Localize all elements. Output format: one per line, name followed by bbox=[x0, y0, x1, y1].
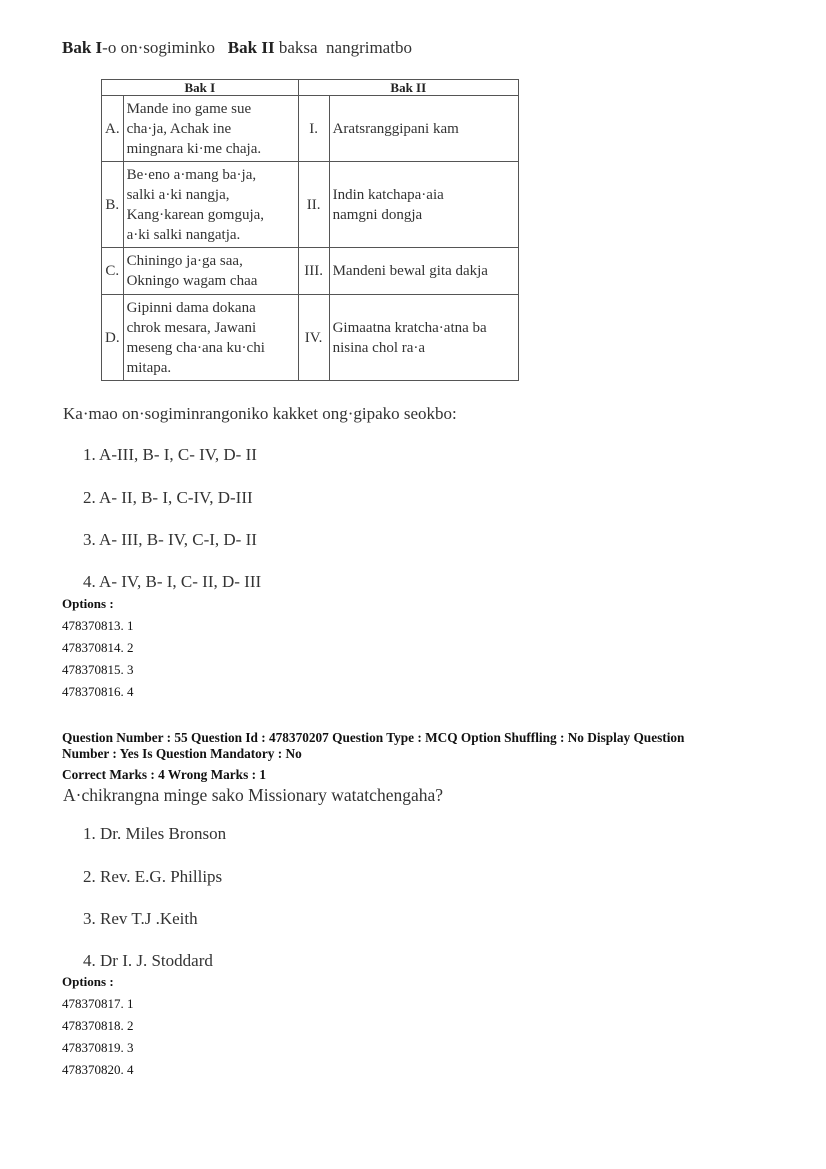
meta-line: Number : Yes Is Question Mandatory : No bbox=[62, 746, 302, 761]
question-text: A·chikrangna minge sako Missionary watatchengaha? bbox=[63, 785, 444, 805]
instruction-text-2: baksa nangrimatbo bbox=[274, 38, 412, 57]
question-meta bbox=[62, 730, 782, 762]
option-id: 478370817. 1 bbox=[62, 996, 134, 1011]
row-label: D. bbox=[102, 295, 124, 381]
option-id: 478370818. 2 bbox=[62, 1018, 134, 1033]
options-label: Options : bbox=[62, 596, 114, 611]
row-text: Chiningo ja·ga saa, Okningo wagam chaa bbox=[123, 248, 298, 295]
table-row bbox=[102, 248, 519, 295]
choice-item: 4. Dr I. J. Stoddard bbox=[83, 951, 213, 970]
options-block bbox=[62, 596, 134, 706]
choice-item: 3. A- III, B- IV, C-I, D- II bbox=[83, 530, 257, 549]
options-label: Options : bbox=[62, 974, 114, 989]
question-prompt: Ka·mao on·sogiminrangoniko kakket ong·gipako seokbo: bbox=[63, 404, 457, 423]
choice-item: 1. Dr. Miles Bronson bbox=[83, 824, 227, 843]
table-row bbox=[102, 162, 519, 248]
option-id: 478370816. 4 bbox=[62, 684, 134, 699]
row-text: Mande ino game sue cha·ja, Achak ine mingnara ki·me chaja. bbox=[123, 96, 298, 162]
row-roman: I. bbox=[298, 96, 329, 162]
choice-item: 1. A-III, B- I, C- IV, D- II bbox=[83, 445, 257, 464]
col1-header: Bak I bbox=[102, 80, 299, 96]
choice-item: 2. Rev. E.G. Phillips bbox=[83, 867, 223, 886]
row-match: Gimaatna kratcha·atna ba nisina chol ra·a bbox=[329, 295, 518, 381]
match-instruction bbox=[62, 38, 412, 58]
table-header-row bbox=[102, 80, 519, 96]
option-id: 478370819. 3 bbox=[62, 1040, 134, 1055]
choice-item: 2. A- II, B- I, C-IV, D-III bbox=[83, 488, 253, 507]
row-roman: II. bbox=[298, 162, 329, 248]
choice-item: 4. A- IV, B- I, C- II, D- III bbox=[83, 572, 262, 591]
row-text: Gipinni dama dokana chrok mesara, Jawani meseng cha·ana ku·chi mitapa. bbox=[123, 295, 298, 381]
choice-item: 3. Rev T.J .Keith bbox=[83, 909, 198, 928]
option-id: 478370820. 4 bbox=[62, 1062, 134, 1077]
row-label: C. bbox=[102, 248, 124, 295]
col2-header: Bak II bbox=[298, 80, 518, 96]
instruction-text-1: -o on·sogiminko bbox=[102, 38, 228, 57]
column-2-name: Bak II bbox=[227, 38, 275, 57]
row-match: Aratsranggipani kam bbox=[329, 96, 518, 162]
meta-line: Question Number : 55 Question Id : 478370207 Question Type : MCQ Option Shuffling : No Display Question bbox=[62, 730, 685, 745]
row-roman: IV. bbox=[298, 295, 329, 381]
marks-line: Correct Marks : 4 Wrong Marks : 1 bbox=[62, 767, 266, 782]
table-row bbox=[102, 295, 519, 381]
options-block bbox=[62, 974, 134, 1084]
row-match: Indin katchapa·aia namgni dongja bbox=[329, 162, 518, 248]
row-text: Be·eno a·mang ba·ja, salki a·ki nangja, Kang·karean gomguja, a·ki salki nangatja. bbox=[123, 162, 298, 248]
option-id: 478370815. 3 bbox=[62, 662, 134, 677]
row-roman: III. bbox=[298, 248, 329, 295]
row-match: Mandeni bewal gita dakja bbox=[329, 248, 518, 295]
option-id: 478370814. 2 bbox=[62, 640, 134, 655]
table-row bbox=[102, 96, 519, 162]
row-label: A. bbox=[102, 96, 124, 162]
match-table bbox=[101, 79, 519, 381]
column-1-name: Bak I bbox=[62, 38, 103, 57]
row-label: B. bbox=[102, 162, 124, 248]
option-id: 478370813. 1 bbox=[62, 618, 134, 633]
